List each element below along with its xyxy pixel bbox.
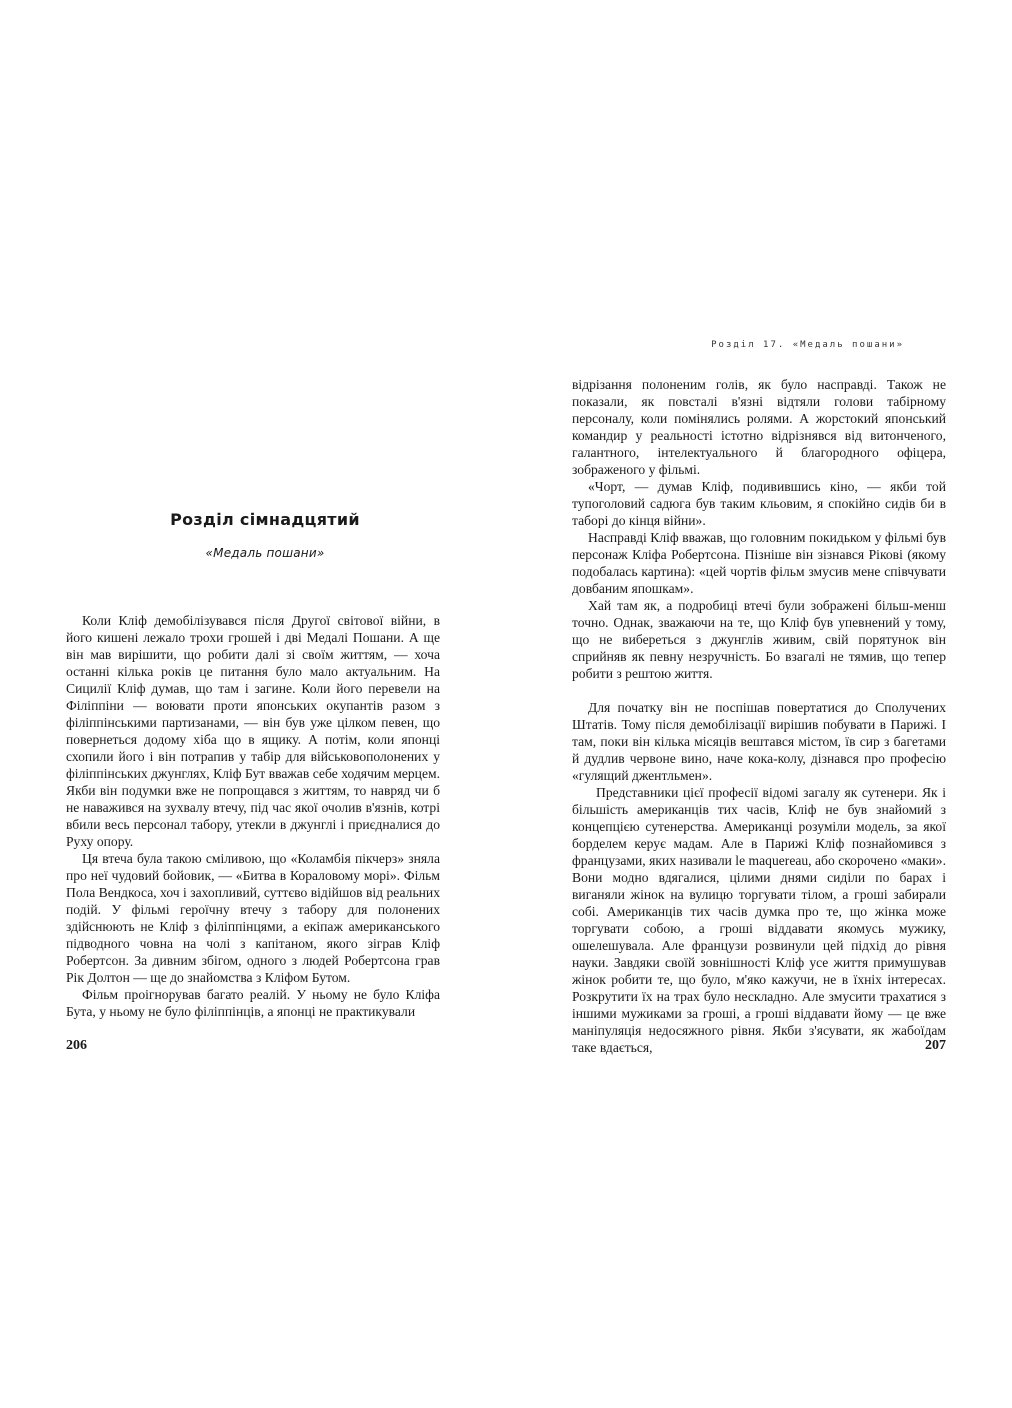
page-number: 207 (925, 1038, 946, 1053)
page-number: 206 (66, 1038, 87, 1053)
chapter-subtitle: «Медаль пошани» (205, 546, 325, 560)
right-page-body (572, 376, 946, 1056)
paragraph: Фільм проігнорував багато реалій. У ньому не було Кліфа Бута, у ньому не було філіппінців, а японці не практикували (66, 987, 440, 1019)
paragraph: «Чорт, — думав Кліф, подивившись кіно, — якби той тупоголовий садюга був таким кльовим, я спокійно сидів би в таборі до кінця війни». (572, 479, 946, 528)
paragraph: Хай там як, а подробиці втечі були зображені більш-менш точно. Однак, зважаючи на те, що Кліф був упевнений у тому, що не вибереться з джунглів живим, свій порятунок він сприйняв як певну незручність. Бо взагалі не тямив, що тепер робити з рештою життя. (572, 598, 946, 681)
paragraph: Представники цієї професії відомі загалу як сутенери. Як і більшість американців тих часів, Кліф не був знайомий з концепцією сутенерства. Американці розуміли модель, за якої борделем керує мадам. Але в Парижі Кліф познайомився з французами, яких називали le maquereau, або скорочено «маки». Вони модно вдягалися, цілими днями сиділи по барах і виганяли жінок на вулицю торгувати тілом, а гроші забирали собі. Американців тих часів думка про те, що жінка може торгувати собою, а гроші віддавати якомусь мужику, ошелешувала. Але французи розвинули цей підхід до рівня науки. Завдяки своїй зовнішності Кліф усе життя примушував жінок робити те, що було, м'яко кажучи, не в їхніх інтересах. Розкрутити їх на трах було нескладно. Але змусити трахатися з іншими мужиками за гроші, а гроші віддавати йому — це вже маніпуляція недосяжного рівня. Якби з'ясувати, як жабоїдам таке вдається, (572, 785, 946, 1055)
paragraph: Ця втеча була такою сміливою, що «Коламбія пікчерз» зняла про неї чудовий бойовик, — «Битва в Кораловому морі». Фільм Пола Вендкоса, хоч і захопливий, суттєво відійшов від реальних подій. У фільмі героїчну втечу з табору для полонених здійснюють не Кліф з філіппінцями, а екіпаж американського підводного човна на чолі з капітаном, якого зіграв Кліф Робертсон. За дивним збігом, одного з людей Робертсона грав Рік Долтон — ще до знайомства з Кліфом Бутом. (66, 851, 440, 985)
paragraph: відрізання полоненим голів, як було насправді. Також не показали, як повсталі в'язні відтяли голови табірному персоналу, коли помінялись ролями. А жорстокий японський командир у реальності істотно відрізнявся від витонченого, галантного, інтелектуального й благородного офіцера, зображеного у фільмі. (572, 377, 946, 477)
paragraph: Насправді Кліф вважав, що головним покидьком у фільмі був персонаж Кліфа Робертсона. Пізніше він зізнався Рікові (якому подобалась картина): «цей чортів фільм змусив мене співчувати довбаним япошкам». (572, 530, 946, 596)
chapter-title: Розділ сімнадцятий (170, 510, 360, 529)
running-head: Розділ 17. «Медаль пошани» (711, 340, 904, 350)
paragraph: Для початку він не поспішав повертатися до Сполучених Штатів. Тому після демобілізації вирішив побувати в Парижі. І там, поки він кілька місяців вештався містом, їв сир з багетами й дудлив червоне вино, наче кока-колу, дізнався про професію «гулящий джентльмен». (572, 700, 946, 783)
right-page (506, 0, 1012, 1408)
left-page-body (66, 612, 440, 1020)
paragraph: Коли Кліф демобілізувався після Другої світової війни, в його кишені лежало трохи грошей і дві Медалі Пошани. А ще він мав вирішити, що робити далі зі своїм життям, — хоча останні кілька років це питання було мало актуальним. На Сицилії Кліф думав, що там і загине. Коли його перевели на Філіппіни — воювати проти японських окупантів разом з філіппінськими партизанами, — він був уже цілком певен, що повернеться додому хіба що в ящику. А потім, коли японці схопили його і він потрапив у табір для військовополонених у філіппінських джунглях, Кліф Бут вважав себе ходячим мерцем. Якби він подумки вже не попрощався з життям, то навряд чи б не наважився на зухвалу втечу, під час якої очолив в'язнів, котрі вбили весь персонал табору, утекли в джунглі і приєдналися до Руху опору. (66, 613, 440, 849)
